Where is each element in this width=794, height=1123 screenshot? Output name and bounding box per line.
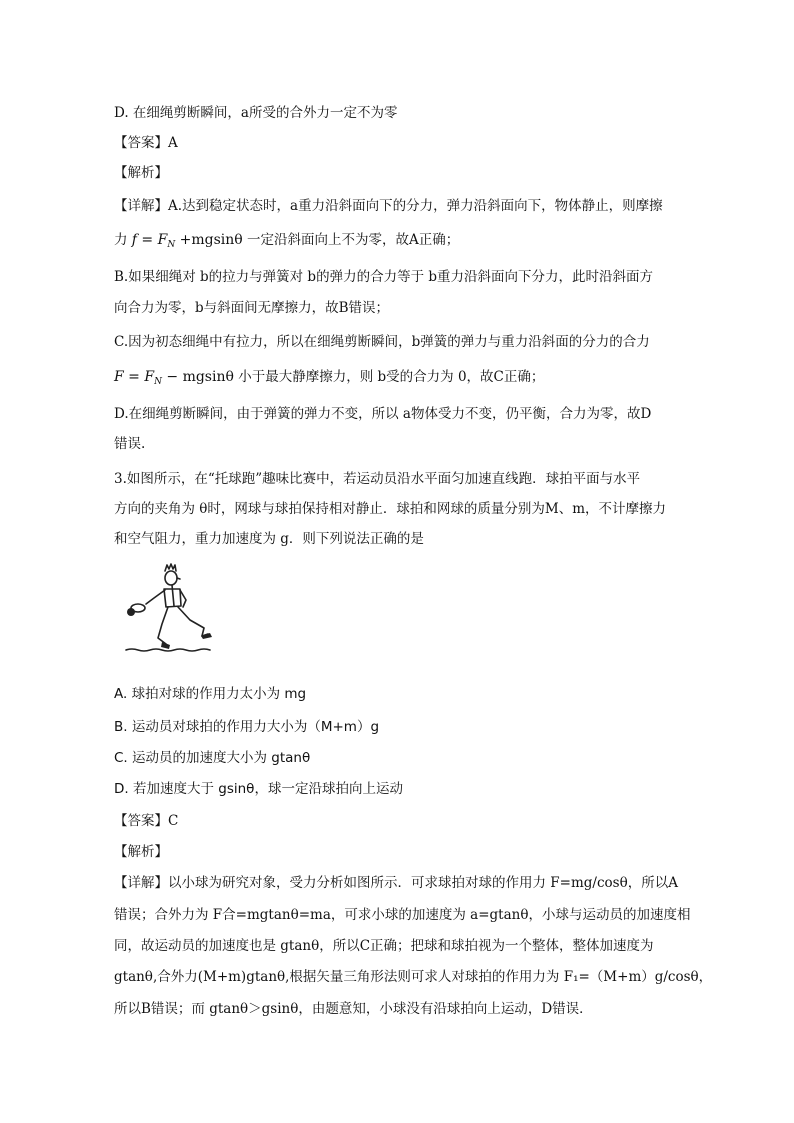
detail-2-line-4: gtanθ,合外力(M+m)gtanθ,根据矢量三角形法则可求人对球拍的作用力为 F₁=（M+m）g/cosθ，: [114, 969, 713, 985]
detail-line-1: 【详解】A.达到稳定状态时，a重力沿斜面向下的分力，弹力沿斜面向下，物体静止，则摩擦: [114, 198, 663, 214]
answer-label-1: 【答案】A: [114, 135, 178, 151]
question-3-line-1: 3.如图所示，在“托球跑”趣味比赛中，若运动员沿水平面匀加速直线跑．球拍平面与水平: [114, 471, 641, 487]
detail-line-3: B.如果细绳对 b的拉力与弹簧对 b的弹力的合力等于 b重力沿斜面向下分力，此时沿斜面方: [114, 269, 654, 285]
formula-subscript: N: [154, 377, 162, 387]
detail-line-7: D.在细绳剪断瞬间，由于弹簧的弹力不变，所以 a物体受力不变，仍平衡，合力为零，故D: [114, 406, 652, 422]
option-c: C. 运动员的加速度大小为 gtanθ: [114, 750, 311, 766]
detail-2-line-2: 错误；合外力为 F合=mgtanθ=ma，可求小球的加速度为 a=gtanθ，小球与运动员的加速度相: [114, 907, 691, 923]
detail-2-line-1: 【详解】以小球为研究对象，受力分析如图所示．可求球拍对球的作用力 F=mg/cosθ，所以A: [114, 875, 678, 891]
net-force-formula: [114, 369, 234, 385]
option-a: A. 球拍对球的作用力太小为 mg: [114, 686, 307, 702]
detail-2-line-5: 所以B错误；而 gtanθ＞gsinθ，由题意知，小球没有沿球拍向上运动，D错误．: [114, 1001, 593, 1017]
text-fragment: 小于最大静摩擦力，则 b受的合力为 0，故C正确；: [238, 369, 545, 385]
detail-line-6: [114, 368, 544, 391]
option-d: D. 若加速度大于 gsinθ，球一定沿球拍向上运动: [114, 781, 403, 797]
answer-label-2: 【答案】C: [114, 813, 179, 829]
detail-2-line-3: 同，故运动员的加速度也是 gtanθ，所以C正确；把球和球拍视为一个整体，整体加速度为: [114, 938, 654, 954]
formula-part: f = F: [131, 232, 168, 248]
tennis-ball: [127, 608, 135, 616]
question-3-line-2: 方向的夹角为 θ时，网球与球拍保持相对静止．球拍和网球的质量分别为M、m，不计摩擦力: [114, 501, 667, 517]
detail-line-2: [114, 231, 459, 254]
text-fragment: 力: [114, 232, 128, 248]
friction-formula: [132, 232, 243, 248]
analysis-label-1: 【解析】: [114, 165, 168, 181]
question-3-line-3: 和空气阻力，重力加速度为 g．则下列说法正确的是: [114, 531, 424, 547]
detail-line-4: 向合力为零，b与斜面间无摩擦力，故B错误；: [114, 300, 390, 316]
formula-part: − mgsinθ: [161, 369, 234, 385]
detail-line-8: 错误.: [114, 436, 146, 452]
formula-part: +mgsinθ: [175, 232, 243, 248]
runner-with-racket-figure: [118, 562, 228, 662]
text-fragment: 一定沿斜面向上不为零，故A正确；: [247, 232, 460, 248]
option-d-prev: D. 在细绳剪断瞬间，a所受的合外力一定不为零: [114, 105, 398, 121]
formula-subscript: N: [167, 240, 176, 250]
analysis-label-2: 【解析】: [114, 844, 168, 860]
detail-line-5: C.因为初态细绳中有拉力，所以在细绳剪断瞬间，b弹簧的弹力与重力沿斜面的分力的合力: [114, 334, 650, 350]
option-b: B. 运动员对球拍的作用力大小为（M+m）g: [114, 719, 380, 735]
formula-part: F = F: [114, 369, 155, 385]
